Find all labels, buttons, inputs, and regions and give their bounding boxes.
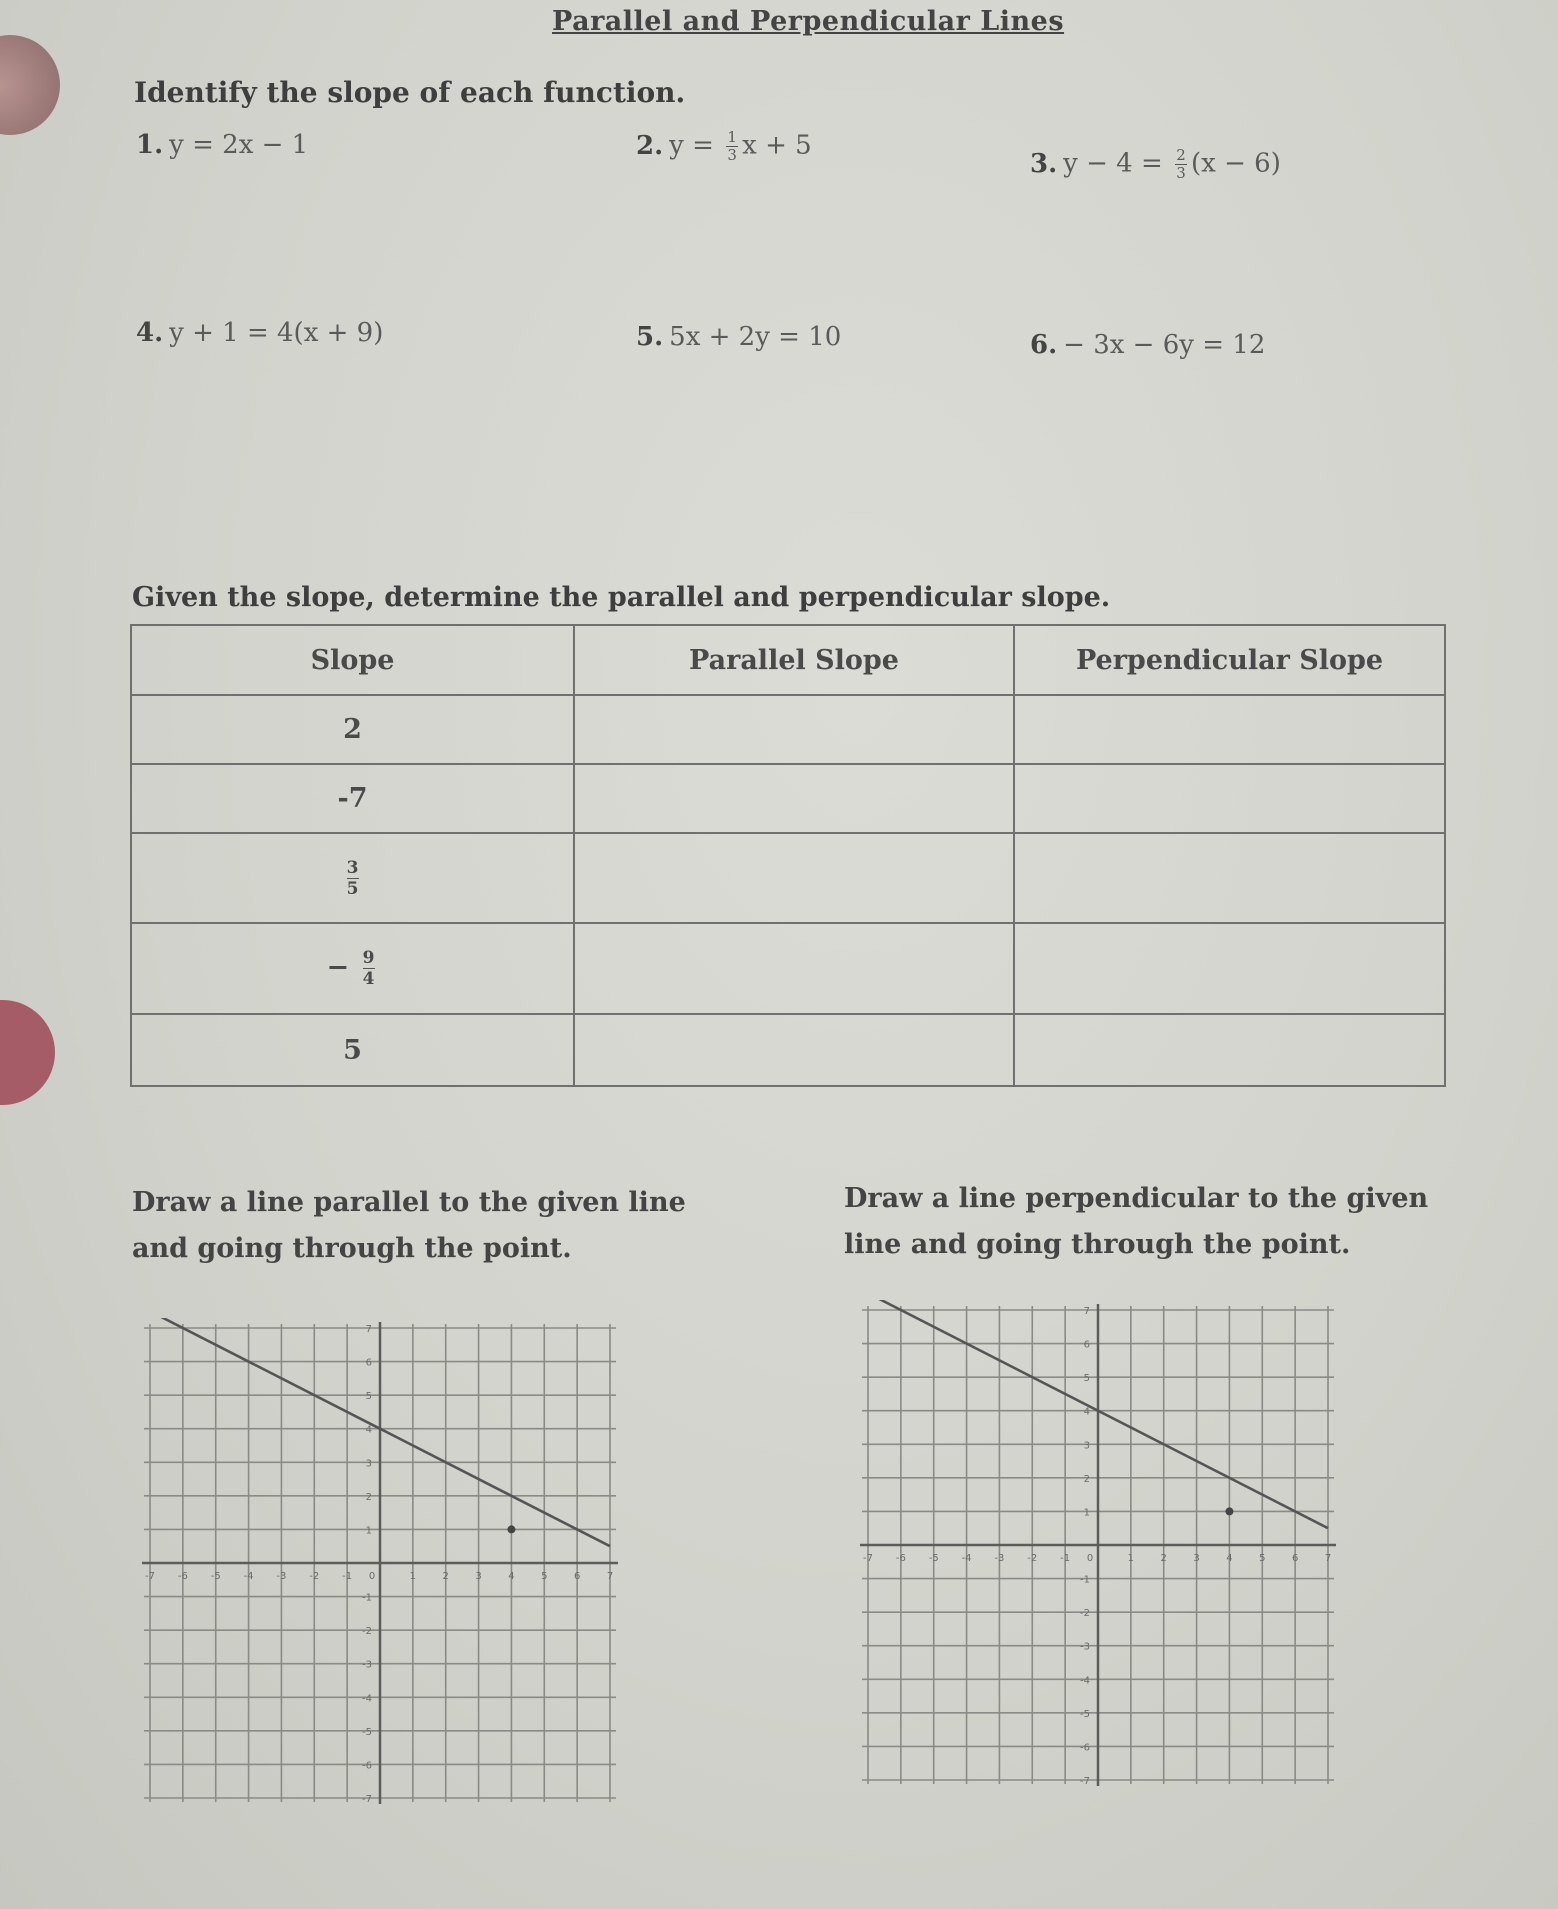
problem-3 <box>1030 148 1281 181</box>
y-tick-label: -6 <box>362 1760 372 1772</box>
equation-rhs: x + 5 <box>742 130 812 161</box>
x-tick-label: -4 <box>243 1571 254 1582</box>
numerator: 9 <box>362 948 375 968</box>
header-parallel-slope: Parallel Slope <box>574 625 1014 695</box>
problem-number: 3. <box>1030 148 1058 179</box>
problem-2 <box>636 130 812 163</box>
table-row <box>131 695 1445 764</box>
x-tick-label: 1 <box>409 1571 417 1582</box>
y-tick-label: -3 <box>362 1659 372 1671</box>
equation-lhs: y = <box>669 130 714 161</box>
slope-cell: -7 <box>131 764 574 833</box>
slope-cell <box>131 923 574 1014</box>
y-tick-label: -3 <box>1080 1641 1090 1653</box>
x-tick-label: 0 <box>1086 1553 1094 1564</box>
y-tick-label: 4 <box>1083 1406 1090 1418</box>
x-tick-label: -1 <box>1060 1553 1071 1564</box>
problem-number: 6. <box>1030 330 1058 360</box>
y-tick-label: -4 <box>1080 1675 1090 1687</box>
denominator: 4 <box>362 969 375 989</box>
x-tick-label: 0 <box>368 1571 376 1582</box>
x-tick-label: 3 <box>475 1571 482 1582</box>
table-row <box>131 833 1445 923</box>
x-tick-label: 1 <box>1127 1553 1135 1564</box>
x-tick-label: 7 <box>606 1571 614 1582</box>
perpendicular-answer-cell[interactable] <box>1014 923 1445 1014</box>
y-tick-label: 1 <box>1083 1507 1090 1519</box>
problem-number: 2. <box>636 130 664 161</box>
perpendicular-answer-cell[interactable] <box>1014 764 1445 833</box>
caption-line: Draw a line parallel to the given line <box>132 1187 686 1218</box>
parallel-graph[interactable] <box>140 1318 620 1808</box>
y-tick-label: 3 <box>365 1458 372 1470</box>
sign: − <box>326 952 350 983</box>
denominator: 3 <box>1176 164 1186 182</box>
problem-6 <box>1030 330 1265 360</box>
caption-line: and going through the point. <box>132 1233 572 1264</box>
caption-line: line and going through the point. <box>844 1229 1351 1260</box>
x-tick-label: -3 <box>276 1571 287 1582</box>
denominator: 3 <box>727 146 737 164</box>
parallel-answer-cell[interactable] <box>574 764 1014 833</box>
y-tick-label: 7 <box>365 1324 372 1335</box>
parallel-answer-cell[interactable] <box>574 833 1014 923</box>
slope-cell: 5 <box>131 1014 574 1086</box>
y-tick-label: 1 <box>365 1525 372 1537</box>
worksheet-title: Parallel and Perpendicular Lines <box>552 6 1065 37</box>
numerator: 2 <box>1176 146 1186 164</box>
table-row <box>131 764 1445 833</box>
perpendicular-caption <box>844 1176 1428 1268</box>
fraction <box>1175 148 1187 181</box>
equation: 5x + 2y = 10 <box>669 322 842 352</box>
y-tick-label: 3 <box>1083 1440 1090 1452</box>
hole-punch-top <box>0 35 60 135</box>
y-tick-label: 5 <box>1083 1373 1090 1385</box>
y-tick-label: -7 <box>362 1794 372 1805</box>
given-point <box>507 1525 515 1533</box>
problem-number: 4. <box>136 318 164 348</box>
equation-rhs: (x − 6) <box>1191 148 1281 179</box>
table-row <box>131 923 1445 1014</box>
x-tick-label: -6 <box>177 1571 188 1582</box>
problem-1 <box>136 130 308 160</box>
x-tick-label: -6 <box>895 1553 906 1564</box>
x-tick-label: 7 <box>1324 1553 1332 1564</box>
y-tick-label: 7 <box>1083 1306 1090 1317</box>
slope-cell <box>131 833 574 923</box>
y-tick-label: 5 <box>365 1391 372 1403</box>
x-tick-label: 4 <box>508 1571 515 1582</box>
header-perpendicular-slope: Perpendicular Slope <box>1014 625 1445 695</box>
x-tick-label: -2 <box>309 1571 320 1582</box>
slope-table <box>130 624 1446 1087</box>
perpendicular-graph[interactable] <box>858 1300 1338 1790</box>
denominator: 5 <box>346 878 359 899</box>
x-tick-label: 2 <box>1160 1553 1167 1564</box>
y-tick-label: -1 <box>1080 1574 1090 1586</box>
y-tick-label: -2 <box>362 1626 372 1638</box>
x-tick-label: -1 <box>342 1571 353 1582</box>
fraction <box>726 130 738 163</box>
y-tick-label: -5 <box>362 1726 372 1738</box>
y-tick-label: -1 <box>362 1592 372 1604</box>
x-tick-label: -7 <box>145 1571 155 1582</box>
x-tick-label: -2 <box>1027 1553 1038 1564</box>
slope-cell: 2 <box>131 695 574 764</box>
perpendicular-answer-cell[interactable] <box>1014 833 1445 923</box>
y-tick-label: 6 <box>365 1357 372 1369</box>
x-tick-label: -5 <box>928 1553 939 1564</box>
part2-instruction: Given the slope, determine the parallel and perpendicular slope. <box>132 582 1111 613</box>
fraction <box>347 859 359 898</box>
equation: y = 2x − 1 <box>169 130 309 160</box>
problem-number: 1. <box>136 130 164 160</box>
y-tick-label: -6 <box>1080 1742 1090 1754</box>
x-tick-label: -7 <box>863 1553 873 1564</box>
problem-5 <box>636 322 841 352</box>
numerator: 3 <box>346 857 359 878</box>
caption-line: Draw a line perpendicular to the given <box>844 1183 1429 1214</box>
table-row <box>131 1014 1445 1086</box>
problem-4 <box>136 318 383 348</box>
given-point <box>1225 1507 1233 1515</box>
numerator: 1 <box>727 128 737 146</box>
hole-punch-middle <box>0 1000 55 1105</box>
x-tick-label: -4 <box>961 1553 972 1564</box>
header-slope: Slope <box>131 625 574 695</box>
x-tick-label: 5 <box>1259 1553 1266 1564</box>
parallel-answer-cell[interactable] <box>574 923 1014 1014</box>
y-tick-label: 6 <box>1083 1339 1090 1351</box>
fraction <box>363 949 375 988</box>
perpendicular-answer-cell[interactable] <box>1014 695 1445 764</box>
parallel-caption <box>132 1180 686 1272</box>
y-tick-label: -7 <box>1080 1776 1090 1787</box>
y-tick-label: -4 <box>362 1693 372 1705</box>
x-tick-label: 2 <box>442 1571 449 1582</box>
y-tick-label: -2 <box>1080 1608 1090 1620</box>
x-tick-label: 6 <box>573 1571 581 1582</box>
parallel-answer-cell[interactable] <box>574 1014 1014 1086</box>
y-tick-label: -5 <box>1080 1708 1090 1720</box>
equation: − 3x − 6y = 12 <box>1063 330 1266 360</box>
x-tick-label: 3 <box>1193 1553 1200 1564</box>
perpendicular-answer-cell[interactable] <box>1014 1014 1445 1086</box>
x-tick-label: -3 <box>994 1553 1005 1564</box>
table-header-row <box>131 625 1445 695</box>
x-tick-label: 5 <box>541 1571 548 1582</box>
y-tick-label: 4 <box>365 1424 372 1436</box>
part1-instruction: Identify the slope of each function. <box>134 76 686 109</box>
x-tick-label: -5 <box>210 1571 221 1582</box>
equation: y + 1 = 4(x + 9) <box>169 318 384 348</box>
x-tick-label: 6 <box>1291 1553 1299 1564</box>
problem-number: 5. <box>636 322 664 352</box>
y-tick-label: 2 <box>1083 1473 1090 1485</box>
x-tick-label: 4 <box>1226 1553 1233 1564</box>
equation-lhs: y − 4 = <box>1063 148 1163 179</box>
y-tick-label: 2 <box>365 1491 372 1503</box>
parallel-answer-cell[interactable] <box>574 695 1014 764</box>
